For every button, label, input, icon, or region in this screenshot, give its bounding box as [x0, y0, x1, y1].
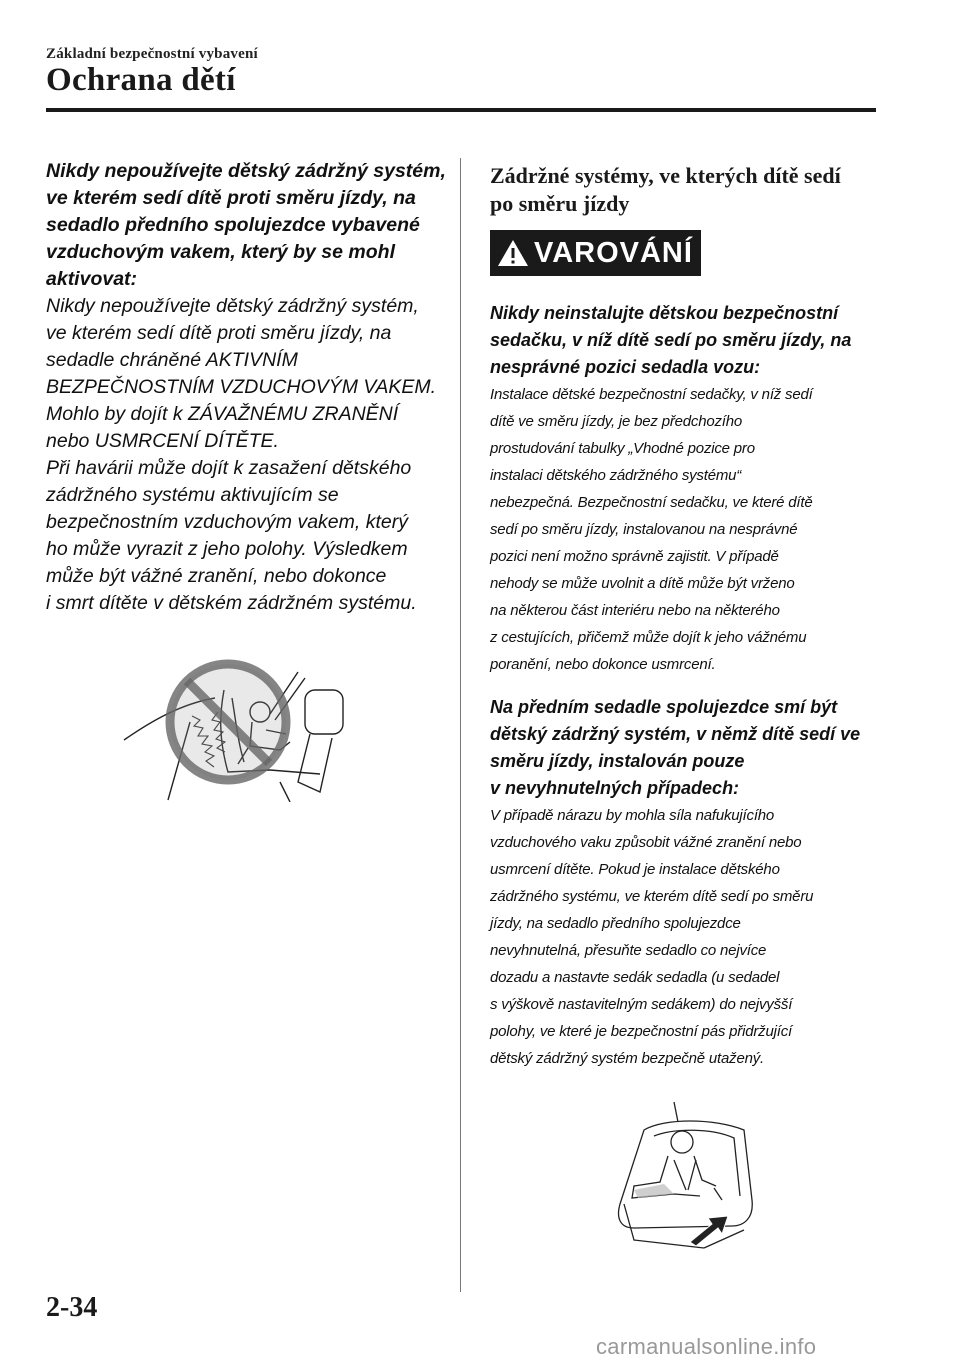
left-column	[46, 158, 446, 617]
prohibited-rear-facing-seat-illustration	[120, 642, 360, 802]
block1-lead	[490, 300, 880, 381]
text-line: i smrt dítěte v dětském zádržném systému.	[46, 592, 417, 614]
text-line: nesprávné pozici sedadla vozu:	[490, 357, 761, 377]
warning-body	[46, 293, 446, 617]
forward-facing-child-seat-illustration	[604, 1100, 764, 1252]
heading-line: Zádržné systémy, ve kterých dítě sedí	[490, 163, 841, 188]
text-line: s výškově nastavitelným sedákem) do nejvyšší	[490, 996, 793, 1013]
page-number: 2-34	[46, 1292, 98, 1323]
text-line: nebo USMRCENÍ DÍTĚTE.	[46, 430, 279, 452]
column-divider	[460, 158, 461, 1292]
right-column	[490, 162, 880, 1072]
text-line: jízdy, na sedadlo předního spolujezdce	[490, 915, 741, 932]
text-line: poranění, nebo dokonce usmrcení.	[490, 656, 716, 673]
text-line: aktivovat:	[46, 268, 138, 290]
text-line: nehody se může uvolnit a dítě může být vrženo	[490, 575, 795, 592]
section-label: Základní bezpečnostní vybavení	[46, 46, 258, 62]
text-line: vzduchového vaku způsobit vážné zranění nebo	[490, 834, 802, 851]
text-line: ho může vyrazit z jeho polohy. Výsledkem	[46, 538, 408, 560]
text-line: dozadu a nastavte sedák sedadla (u sedadel	[490, 969, 780, 986]
text-line: Při havárii může dojít k zasažení dětského	[46, 457, 412, 479]
watermark: carmanualsonline.info	[596, 1334, 817, 1359]
text-line: na některou část interiéru nebo na některého	[490, 602, 780, 619]
text-line: polohy, ve které je bezpečnostní pás přidržující	[490, 1023, 792, 1040]
text-line: ve kterém sedí dítě proti směru jízdy, na	[46, 322, 392, 344]
text-line: V případě nárazu by mohla síla nafukujícího	[490, 807, 775, 824]
text-line: může být vážné zranění, nebo dokonce	[46, 565, 387, 587]
block1-body	[490, 381, 880, 678]
text-line: Nikdy nepoužívejte dětský zádržný systém,	[46, 160, 446, 182]
text-line: ve kterém sedí dítě proti směru jízdy, na	[46, 187, 416, 209]
block2-lead	[490, 694, 880, 802]
text-line: dětský zádržný systém, v němž dítě sedí ve	[490, 724, 861, 744]
text-line: prostudování tabulky „Vhodné pozice pro	[490, 440, 755, 457]
text-line: Nikdy nepoužívejte dětský zádržný systém,	[46, 295, 419, 317]
text-line: dítě ve směru jízdy, je bez předchozího	[490, 413, 743, 430]
text-line: sedačku, v níž dítě sedí po směru jízdy, na	[490, 330, 852, 350]
title-rule	[46, 108, 876, 112]
text-line: vzduchovým vakem, který by se mohl	[46, 241, 395, 263]
text-line: sedadle chráněné AKTIVNÍM	[46, 349, 298, 371]
warning-badge	[490, 230, 701, 276]
text-line: sedadlo předního spolujezdce vybavené	[46, 214, 420, 236]
text-line: bezpečnostním vzduchovým vakem, který	[46, 511, 408, 533]
text-line: zádržného systému, ve kterém dítě sedí po směru	[490, 888, 814, 905]
text-line: nevyhnutelná, přesuňte sedadlo co nejvíce	[490, 942, 767, 959]
text-line: směru jízdy, instalován pouze	[490, 751, 745, 771]
text-line: nebezpečná. Bezpečnostní sedačku, ve které dítě	[490, 494, 813, 511]
block2-body	[490, 802, 880, 1072]
text-line: zádržného systému aktivujícím se	[46, 484, 339, 506]
text-line: pozici není možno správně zajistit. V případě	[490, 548, 779, 565]
text-line: z cestujících, přičemž může dojít k jeho vážnému	[490, 629, 807, 646]
warning-label: VAROVÁNÍ	[534, 236, 693, 269]
text-line: Mohlo by dojít k ZÁVAŽNÉMU ZRANĚNÍ	[46, 403, 399, 425]
text-line: BEZPEČNOSTNÍM VZDUCHOVÝM VAKEM.	[46, 376, 437, 398]
warning-triangle-icon	[496, 238, 530, 268]
warning-lead	[46, 158, 446, 293]
page-title: Ochrana dětí	[46, 62, 236, 98]
text-line: dětský zádržný systém bezpečně utažený.	[490, 1050, 765, 1067]
text-line: Nikdy neinstalujte dětskou bezpečnostní	[490, 303, 839, 323]
text-line: usmrcení dítěte. Pokud je instalace dětského	[490, 861, 780, 878]
text-line: sedí po směru jízdy, instalovanou na nesprávné	[490, 521, 798, 538]
section-heading	[490, 162, 880, 218]
text-line: instalaci dětského zádržného systému“	[490, 467, 742, 484]
heading-line: po směru jízdy	[490, 191, 630, 216]
text-line: Instalace dětské bezpečnostní sedačky, v níž sedí	[490, 386, 813, 403]
text-line: v nevyhnutelných případech:	[490, 778, 740, 798]
text-line: Na předním sedadle spolujezdce smí být	[490, 697, 838, 717]
